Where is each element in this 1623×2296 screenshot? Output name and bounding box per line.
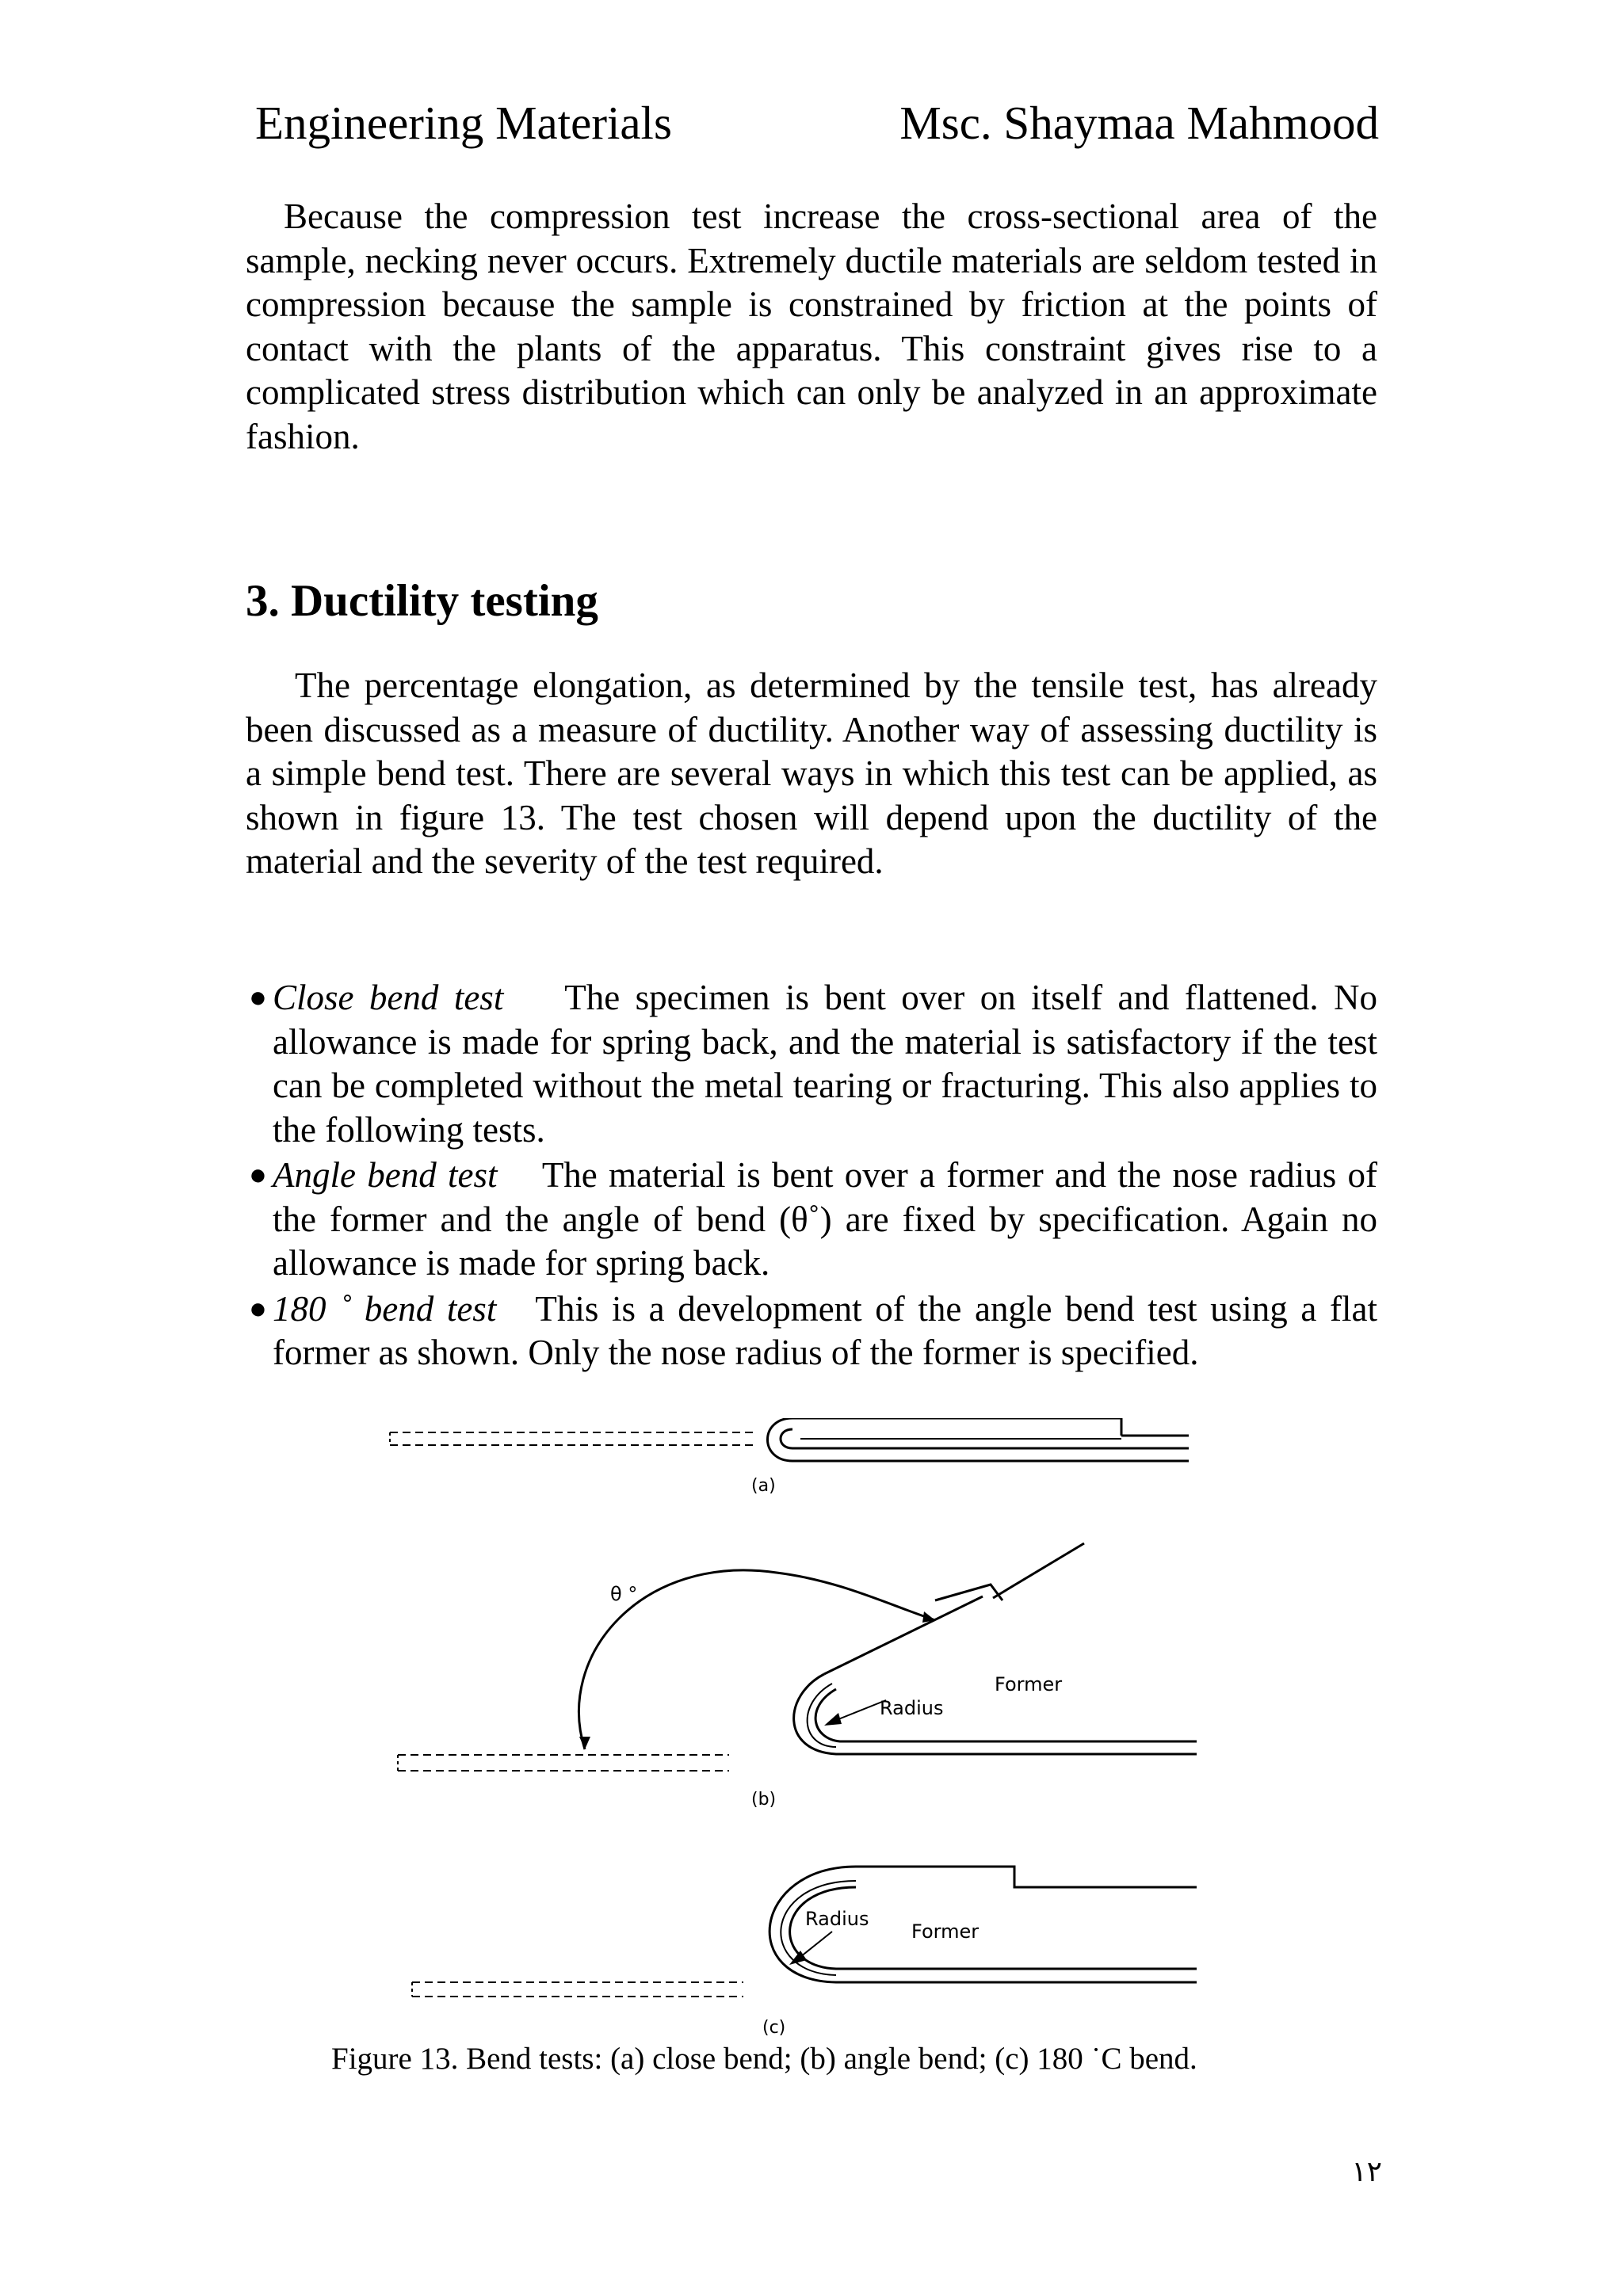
bullet-text: This is a development of the angle bend test using a flat former as shown. Only the nose radius of the former is specified.	[273, 1288, 1377, 1372]
bend-tests-figure	[380, 1418, 1220, 2044]
list-item	[246, 1154, 1377, 1286]
theta-label: θ °	[610, 1583, 638, 1605]
bullet-icon: ●	[249, 1291, 267, 1325]
section-paragraph-text: The percentage elongation, as determined by the tensile test, has already been discussed as a measure of ductility. Another way of assessing ductility is a simple bend test. There are several ways in which this test can be applied, as shown in figure 13. The test chosen will depend upon the ductility of the material and the severity of the test required.	[246, 666, 1377, 881]
figure-caption: Figure 13. Bend tests: (a) close bend; (b) angle bend; (c) 180 ˙C bend.	[331, 2042, 1197, 2076]
180-bend-diagram	[412, 1867, 1197, 2038]
bullet-term: Angle bend test	[273, 1155, 498, 1195]
bullet-icon: ●	[249, 1158, 267, 1192]
section-heading: 3. Ductility testing	[246, 576, 598, 626]
label-b: (b)	[751, 1790, 777, 1810]
bullet-text: The material is bent over a former and the nose radius of the former and the angle of bend (θ˚) are fixed by specification. Again no allowance is made for spring back.	[273, 1155, 1378, 1283]
bullet-text: The specimen is bent over on itself and flattened. No allowance is made for spring back, and the material is satisfactory if the test can be completed without the metal tearing or fracturing. This also applies to the following tests.	[273, 978, 1378, 1150]
bend-test-list	[246, 976, 1377, 1377]
bullet-icon: ●	[249, 981, 267, 1014]
section-paragraph	[246, 664, 1377, 884]
former-label: Former	[911, 1920, 980, 1943]
header-author: Msc. Shaymaa Mahmood	[899, 97, 1379, 149]
former-label: Former	[995, 1673, 1063, 1695]
list-item	[246, 976, 1377, 1152]
bullet-term: 180 ˚ bend test	[273, 1288, 497, 1329]
radius-label: Radius	[880, 1697, 944, 1719]
label-c: (c)	[762, 2018, 786, 2038]
page-number: ١٢	[1351, 2156, 1382, 2187]
intro-paragraph-text: Because the compression test increase the cross-sectional area of the sample, necking never occurs. Extremely ductile materials are seldom tested in compression because the sample is constrained by friction at the points of contact with the plants of the apparatus. This constraint gives rise to a complicated stress distribution which can only be analyzed in an approximate fashion.	[246, 196, 1377, 456]
bullet-term: Close bend test	[273, 978, 504, 1017]
intro-paragraph	[246, 195, 1377, 459]
label-a: (a)	[751, 1476, 776, 1496]
header-title: Engineering Materials	[255, 97, 672, 149]
radius-label: Radius	[805, 1908, 869, 1930]
close-bend-diagram	[390, 1418, 1189, 1496]
angle-bend-diagram	[398, 1543, 1197, 1810]
list-item	[246, 1287, 1377, 1375]
